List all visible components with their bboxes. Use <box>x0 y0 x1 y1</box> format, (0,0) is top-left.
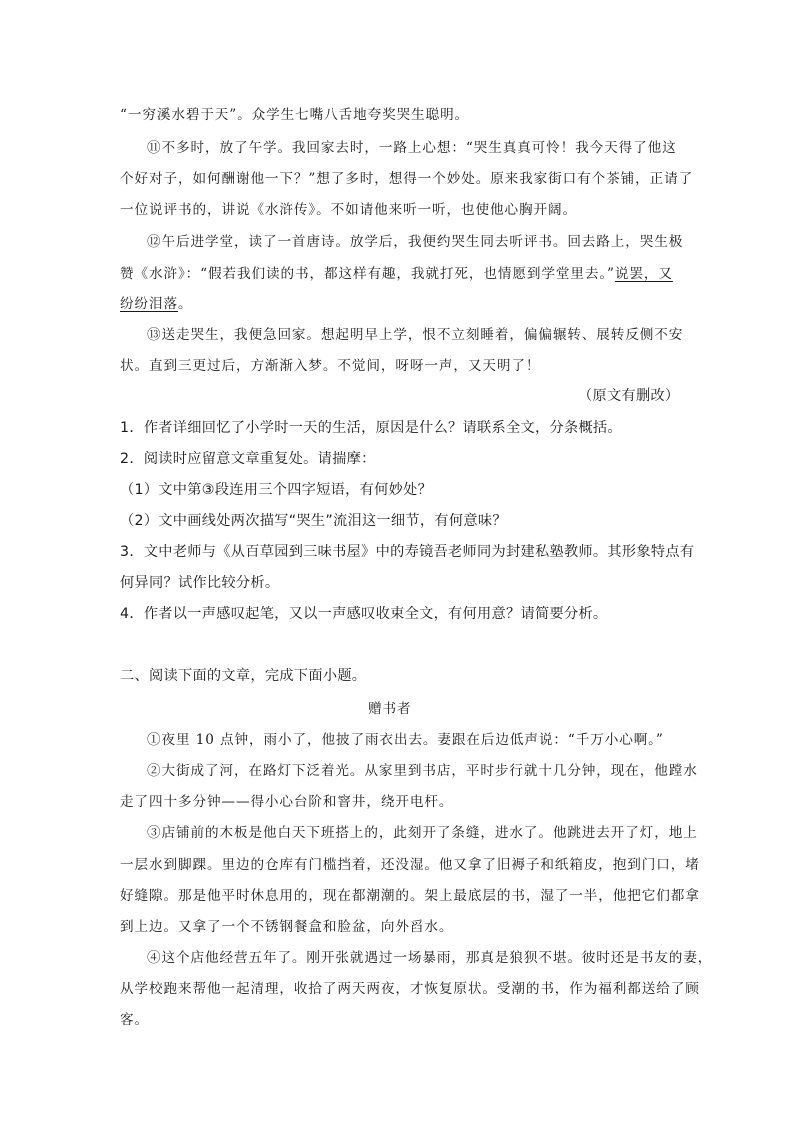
source-note: （原文有删改） <box>578 388 680 404</box>
article-title: 赠书者 <box>368 701 412 717</box>
article-line: 客。 <box>120 1012 149 1028</box>
article-line: 一层水到脚踝。里边的仓库有门槛挡着，还没湿。他又拿了旧褥子和纸箱皮，抱到门口，堵 <box>120 857 700 873</box>
article-paragraph-1: ①夜里 10 点钟，雨小了，他披了雨衣出去。妻跟在后边低声说：“千万小心啊。” <box>147 732 664 748</box>
passage-paragraph-13: ⑬送走哭生，我便急回家。想起明早上学，恨不立刻睡着，偏偏辗转、展转反侧不安 <box>147 327 684 343</box>
article-line: 到上边。又拿了一个不锈钢餐盒和脸盆，向外舀水。 <box>120 919 454 935</box>
question-3: 3．文中老师与《从百草园到三味书屋》中的寿镜吾老师同为封建私塾教师。其形象特点有 <box>120 544 695 560</box>
passage-line <box>120 262 673 282</box>
question-1: 1．作者详细回忆了小学时一天的生活，原因是什么？请联系全文，分条概括。 <box>120 420 622 436</box>
article-line: 好缝隙。那是他平时休息用的，现在都潮潮的。架上最底层的书，湿了一半，他把它们都拿 <box>120 888 700 904</box>
article-paragraph-4: ④这个店他经营五年了。刚开张就遇过一场暴雨，那真是狼狈不堪。彼时还是书友的妻， <box>147 950 713 966</box>
passage-line: “一穷溪水碧于天”。众学生七嘴八舌地夸奖哭生聪明。 <box>120 107 470 123</box>
question-3-cont: 何异同？试作比较分析。 <box>120 575 280 591</box>
passage-text: 赞《水浒》：“假若我们读的书，都这样有趣，我就打死，也情愿到学堂里去。” <box>120 266 615 282</box>
question-2: 2．阅读时应留意文章重复处。请揣摩： <box>120 451 376 467</box>
passage-paragraph-11: ⑪不多时，放了午学。我回家去时，一路上心想：“哭生真真可怜！我今天得了他这 <box>147 140 677 156</box>
underlined-text: 说罢，又 <box>614 266 673 282</box>
question-2-1: （1）文中第③段连用三个四字短语，有何妙处？ <box>120 482 433 498</box>
underlined-text: 纷纷泪落 <box>120 296 178 312</box>
passage-line: 一位说评书的，讲说《水浒传》。不如请他来听一听，也使他心胸开阔。 <box>120 202 577 218</box>
article-line: 从学校跑来帮他一起清理，收拾了两天两夜，才恢复原状。受潮的书，作为福利都送给了顾 <box>120 981 700 997</box>
passage-line <box>120 292 192 312</box>
article-paragraph-2: ②大街成了河，在路灯下泛着光。从家里到书店，平时步行就十几分钟，现在，他蹚水 <box>147 763 698 779</box>
passage-text: 。 <box>177 296 193 312</box>
question-2-2: （2）文中画线处两次描写“哭生”流泪这一细节，有何意味？ <box>120 513 507 529</box>
passage-line: 状。直到三更过后，方渐渐入梦。不觉间，呀呀一声，又天明了！ <box>120 358 541 374</box>
section-heading: 二、阅读下面的文章，完成下面小题。 <box>120 668 367 684</box>
passage-line: 个好对子，如何酬谢他一下？”想了多时，想得一个妙处。原来我家街口有个茶铺，正请了 <box>120 171 694 187</box>
passage-paragraph-12: ⑫午后进学堂，读了一首唐诗。放学后，我便约哭生同去听评书。回去路上，哭生极 <box>147 234 684 250</box>
question-4: 4．作者以一声感叹起笔，又以一声感叹收束全文，有何用意？请简要分析。 <box>120 606 608 622</box>
article-line: 走了四十多分钟——得小心台阶和窨井，绕开电杆。 <box>120 794 454 810</box>
article-paragraph-3: ③店铺前的木板是他白天下班搭上的，此刻开了条缝，进水了。他跳进去开了灯，地上 <box>147 825 698 841</box>
